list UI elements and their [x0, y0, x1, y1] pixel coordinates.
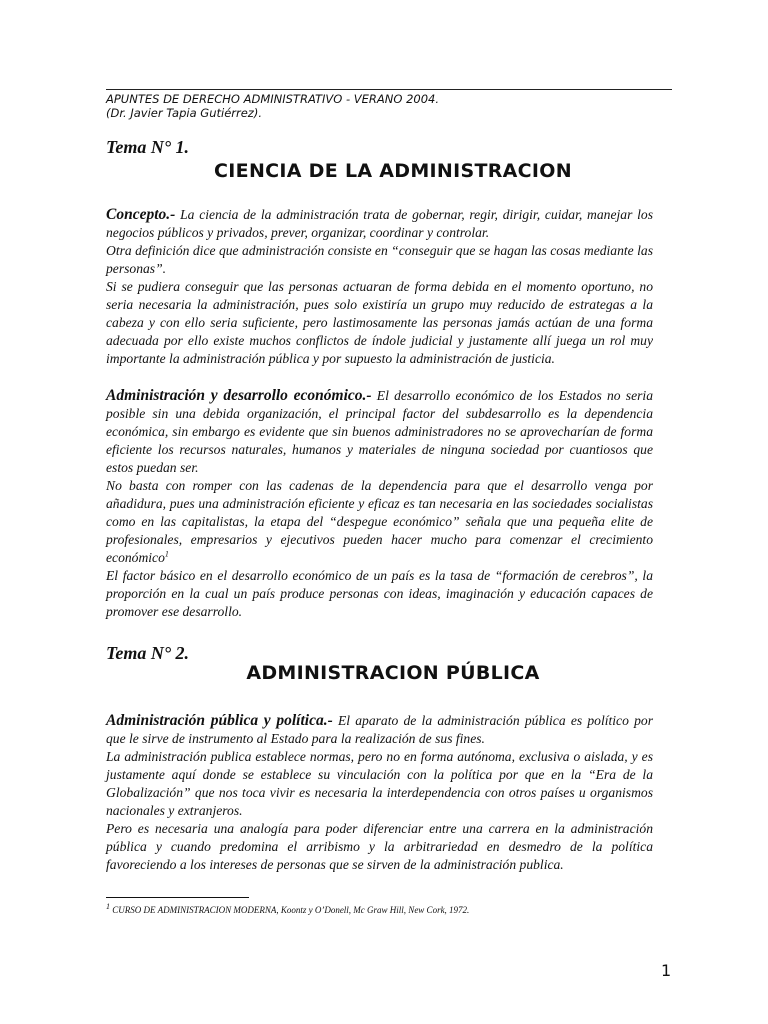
footnote-rule: [106, 897, 249, 898]
footnote-text: CURSO DE ADMINISTRACION MODERNA, Koontz y O’Donell, Mc Graw Hill, New Cork, 1972.: [112, 905, 470, 915]
desarrollo-section: [106, 387, 653, 621]
concepto-section: [106, 206, 653, 368]
concepto-paragraph-2: Otra definición dice que administración consiste en “conseguir que se hagan las cosas mediante las personas”.: [106, 243, 653, 276]
tema-2-title: ADMINISTRACION PÚBLICA: [246, 662, 540, 684]
politica-paragraph: [106, 712, 653, 748]
desarrollo-paragraph-3: El factor básico en el desarrollo económico de un país es la tasa de “formación de cerebros”, la proporción en la cual un país produce personas con ideas, imaginación y educación capaces de promover ese desarrollo.: [106, 568, 653, 619]
politica-paragraph-3: Pero es necesaria una analogía para poder diferenciar entre una carrera en la administración pública y cuando predomina el arribismo y la arbitrariedad en desmedro de la política favoreciendo a los intereses de personas que se sirven de la administración publica.: [106, 821, 653, 872]
footnote-reference: 1: [164, 549, 169, 559]
tema-1-title: CIENCIA DE LA ADMINISTRACION: [214, 160, 572, 182]
concepto-heading: Concepto.-: [106, 206, 176, 223]
desarrollo-text: El desarrollo económico de los Estados no seria posible sin una debida organización, el principal factor del subdesarrollo es la dependencia económica, sin embargo es evidente que sin buenos administradores no se aprovecharían de forma eficiente los recursos naturales, humanos y materiales de ninguna sociedad por cuantiosos que estos puedan ser.: [106, 388, 653, 475]
header-rule: [106, 89, 672, 90]
desarrollo-paragraph-2-text: No basta con romper con las cadenas de la dependencia para que el desarrollo venga por añadidura, pues una administración eficiente y eficaz es tan necesaria en las sociedades socialistas como en las capitalistas, la etapa del “despegue económico” señala que una pequeña elite de profesionales, empresarios y ejecutivos pueden hacer mucho para comenzar el crecimiento económico: [106, 478, 653, 565]
politica-section: [106, 712, 653, 874]
politica-heading: Administración pública y política.-: [106, 712, 333, 729]
concepto-paragraph-3: Si se pudiera conseguir que las personas actuaran de forma debida en el momento oportuno, no seria necesaria la administración, pues solo existiría un grupo muy reducido de estrategas a la cabeza y con ello seria suficiente, pero lastimosamente las personas jamás actúan de una forma adecuada por ello existe muchos conflictos de índole judicial y justamente allí juega un rol muy importante la administración pública y por supuesto la administración de justicia.: [106, 279, 653, 366]
politica-text: El aparato de la administración pública es político por que le sirve de instrumento al Estado para la realización de sus fines.: [106, 713, 653, 746]
footnote-mark: 1: [106, 902, 110, 911]
tema-1-label: Tema N° 1.: [106, 137, 190, 157]
tema-2-label: Tema N° 2.: [106, 643, 190, 663]
header-author-line: (Dr. Javier Tapia Gutiérrez).: [106, 106, 262, 120]
footnote: [106, 902, 666, 915]
desarrollo-paragraph-2: [106, 477, 653, 567]
page-number: 1: [661, 961, 672, 980]
desarrollo-paragraph: [106, 387, 653, 477]
desarrollo-heading: Administración y desarrollo económico.-: [106, 387, 372, 404]
concepto-paragraph: [106, 206, 653, 242]
page-header: [106, 92, 676, 120]
concepto-text: La ciencia de la administración trata de gobernar, regir, dirigir, cuidar, manejar los negocios públicos y privados, prever, organizar, coordinar y controlar.: [106, 207, 653, 240]
header-course-line: APUNTES DE DERECHO ADMINISTRATIVO - VERANO 2004.: [106, 92, 440, 106]
politica-paragraph-2: La administración publica establece normas, pero no en forma autónoma, exclusiva o aislada, y es justamente aquí donde se establece su vinculación con la política por que en la “Era de la Globalización” que nos toca vivir es necesaria la interdependencia con otros países u organismos nacionales y extranjeros.: [106, 749, 653, 818]
